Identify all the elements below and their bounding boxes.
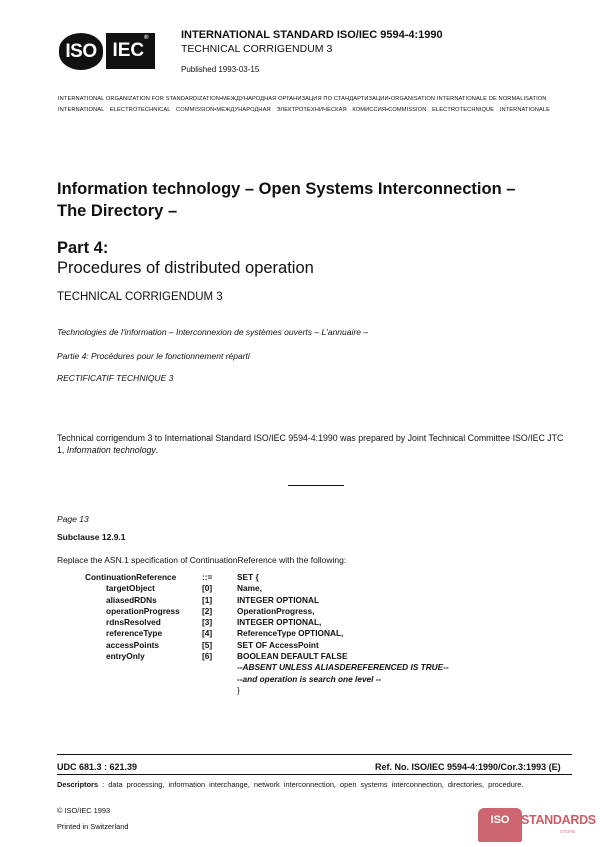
asn-tag: [4] [202, 628, 213, 639]
asn-type: ReferenceType OPTIONAL, [237, 628, 344, 639]
iec-logo [106, 33, 155, 69]
part-label: Part 4: [57, 239, 109, 257]
reference-number: Ref. No. ISO/IEC 9594-4:1990/Cor.3:1993 (E) [375, 762, 561, 772]
asn-type: SET { [237, 572, 259, 582]
asn-name: rdnsResolved [106, 617, 161, 628]
intro-text: Technical corrigendum 3 to International Standard ISO/IEC 9594-4:1990 was prepared by Joint Technical Committee ISO/IEC JTC 1, [57, 433, 564, 455]
french-title-line-1: Technologies de l'information – Interconnexion de systèmes ouverts – L'annuaire – [57, 327, 369, 337]
french-title-line-2: Partie 4: Procédures pour le fonctionnement réparti [57, 351, 250, 361]
asn-type: OperationProgress, [237, 605, 315, 616]
standard-title: INTERNATIONAL STANDARD ISO/IEC 9594-4:1990 [181, 29, 443, 41]
intro-paragraph [57, 432, 567, 456]
organization-line-iso: INTERNATIONAL ORGANIZATION FOR STANDARDIZATION•МЕЖДУНАРОДНАЯ ОРГАНИЗАЦИЯ ПО СТАНДАРТИЗАЦИИ•ORGANISATION INTERNATIONALE DE NORMALISATION [58, 96, 547, 102]
asn-tag: [0] [202, 583, 213, 594]
asn-closing-brace: } [237, 684, 240, 695]
asn-field-tags [202, 572, 212, 662]
asn-type: INTEGER OPTIONAL [237, 594, 320, 605]
asn-tag: [5] [202, 639, 213, 650]
iso-logo-text: ISO [65, 41, 97, 62]
asn-type: INTEGER OPTIONAL, [237, 617, 322, 628]
copyright: © ISO/IEC 1993 [57, 806, 111, 815]
iec-logo-text: IEC [112, 40, 145, 61]
footer-rule-middle [57, 774, 572, 775]
udc-number: UDC 681.3 : 621.39 [57, 762, 138, 772]
asn-name: accessPoints [106, 639, 160, 650]
document-title-line-2: The Directory – [57, 202, 178, 220]
asn-name: ContinuationReference [85, 572, 177, 582]
iso-logo [59, 33, 103, 70]
printed-in: Printed in Switzerland [57, 822, 129, 831]
descriptors-label: Descriptors [57, 780, 99, 789]
footer-rule-top [57, 754, 572, 755]
watermark-iso-badge: ISO [478, 808, 522, 842]
asn-name: entryOnly [106, 651, 145, 662]
asn-comment: --ABSENT UNLESS ALIASDEREFERENCED IS TRUE-- [237, 662, 449, 673]
document-title-line-1: Information technology – Open Systems Interconnection – [57, 180, 516, 198]
asn-type: Name, [237, 583, 262, 594]
iec-logo-registered-mark: ® [144, 35, 149, 41]
section-divider [288, 485, 344, 486]
descriptors-text: : data processing, information interchange, network interconnection, open systems interconnection, directories, procedure. [98, 780, 524, 789]
watermark-standards-text: STANDARDS [521, 813, 596, 827]
replace-instruction: Replace the ASN.1 specification of ContinuationReference with the following: [57, 555, 347, 565]
intro-committee: Information technology [66, 445, 156, 455]
asn-tag: [2] [202, 605, 213, 616]
asn-type: BOOLEAN DEFAULT FALSE [237, 651, 348, 662]
asn-name: targetObject [106, 583, 155, 594]
asn-comment: --and operation is search one level -- [237, 673, 382, 684]
standard-corrigendum: TECHNICAL CORRIGENDUM 3 [181, 43, 333, 55]
asn-type: SET OF AccessPoint [237, 639, 319, 650]
asn-name: operationProgress [106, 605, 180, 616]
descriptors [57, 780, 572, 790]
asn-name: aliasedRDNs [106, 594, 157, 605]
asn-tag: [3] [202, 617, 213, 628]
part-title: Procedures of distributed operation [57, 259, 314, 277]
asn-tag: [1] [202, 594, 213, 605]
organization-line-iec: INTERNATIONAL ELECTROTECHNICAL COMMISSION•МЕЖДУНАРОДНАЯ ЭЛЕКТРОТЕХНИЧЕСКАЯ КОМИССИЯ•COMMISSION ELECTROTECHNIQUE INTERNATIONALE [58, 107, 551, 113]
asn-field-names [85, 572, 180, 662]
subclause-reference: Subclause 12.9.1 [57, 532, 126, 542]
french-corrigendum-label: RECTIFICATIF TECHNIQUE 3 [57, 373, 174, 383]
watermark-store-text: STORE [560, 829, 576, 834]
asn-field-types [237, 572, 449, 696]
corrigendum-label: TECHNICAL CORRIGENDUM 3 [57, 291, 223, 303]
intro-end: . [155, 445, 159, 455]
asn-tag: [6] [202, 651, 213, 662]
page-reference: Page 13 [57, 514, 89, 524]
asn-tag: ::= [202, 572, 213, 582]
publication-date: Published 1993-03-15 [181, 65, 260, 74]
asn-name: referenceType [106, 628, 163, 639]
